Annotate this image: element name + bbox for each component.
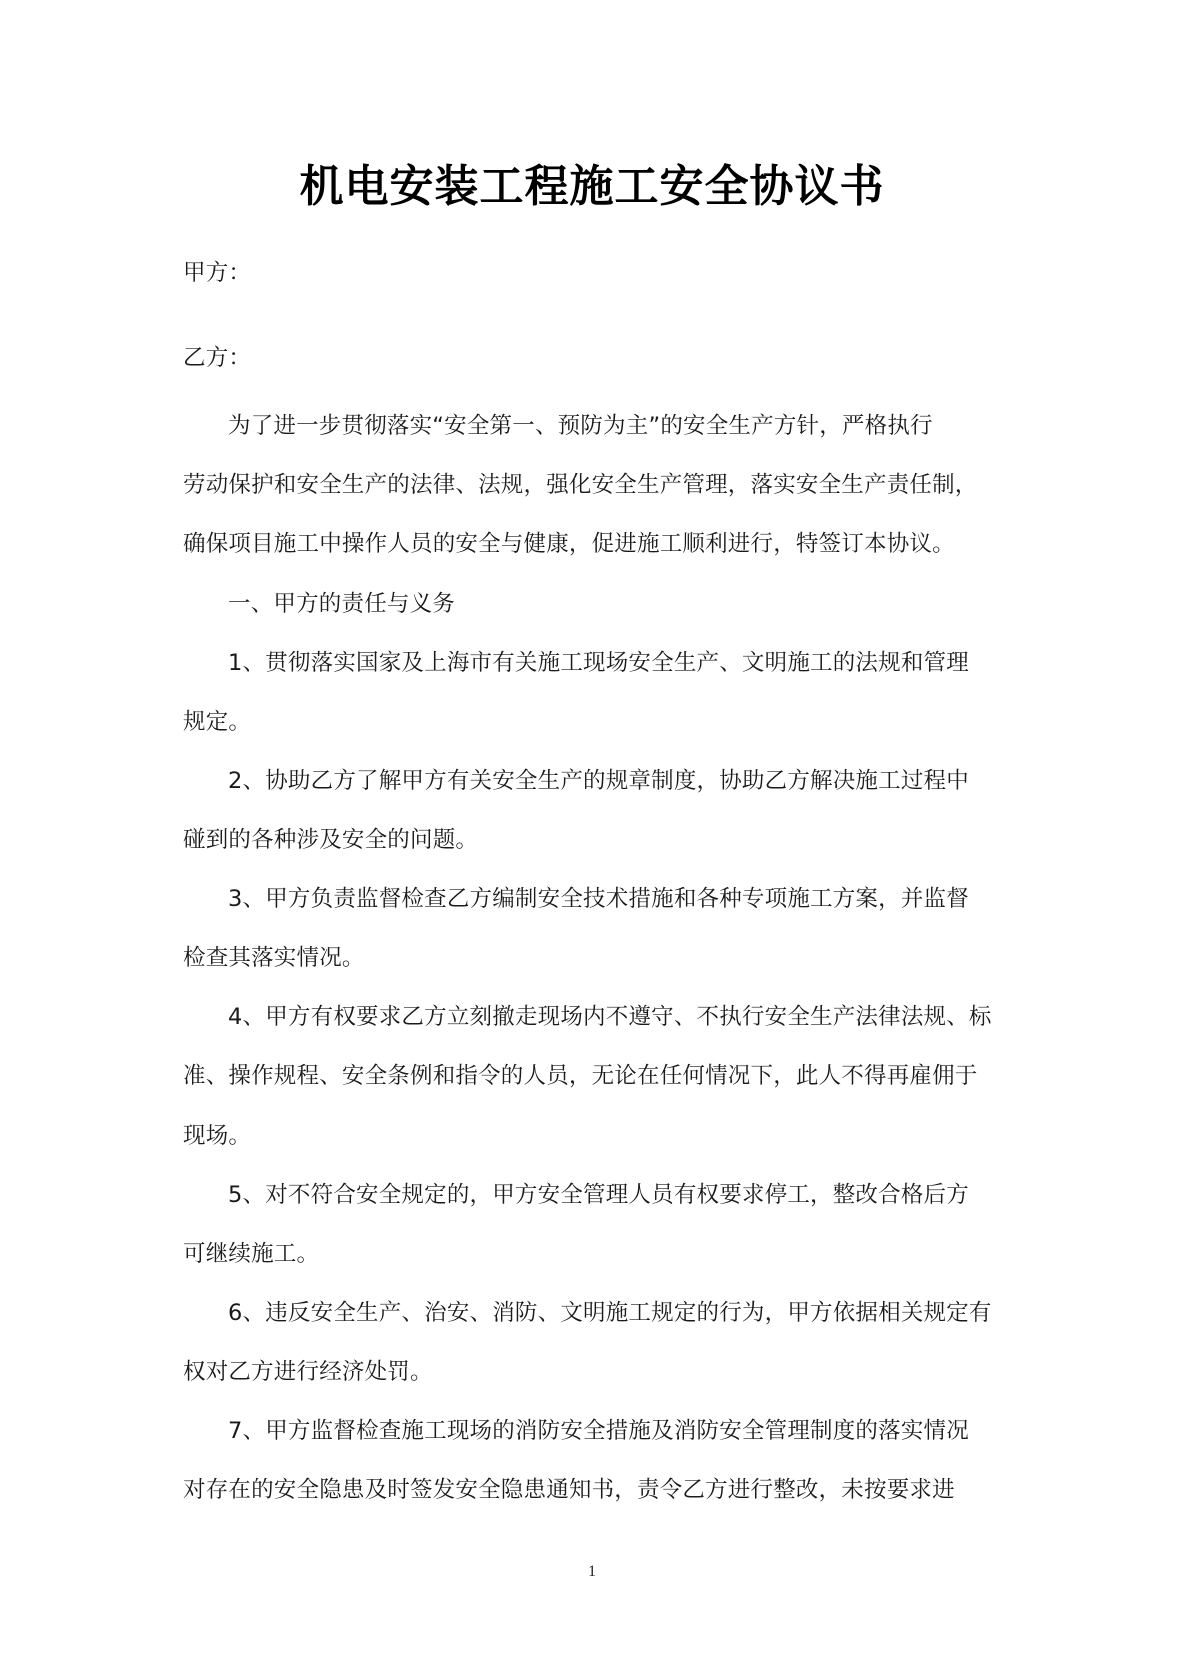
paragraph-line: 5、对不符合安全规定的，甲方安全管理人员有权要求停工，整改合格后方 [228, 1182, 969, 1208]
paragraph-line: 7、甲方监督检查施工现场的消防安全措施及消防安全管理制度的落实情况 [228, 1418, 969, 1444]
paragraph-line: 现场。 [183, 1123, 252, 1149]
page-number: 1 [588, 1563, 596, 1580]
party-b-label: 乙方： [183, 345, 252, 371]
paragraph-line: 权对乙方进行经济处罚。 [183, 1359, 433, 1385]
party-a-label: 甲方： [183, 260, 252, 286]
paragraph-line: 4、甲方有权要求乙方立刻撤走现场内不遵守、不执行安全生产法律法规、标 [228, 1004, 992, 1030]
paragraph-line: 检查其落实情况。 [183, 945, 365, 971]
paragraph-line: 碰到的各种涉及安全的问题。 [183, 827, 479, 853]
paragraph-line: 3、甲方负责监督检查乙方编制安全技术措施和各种专项施工方案，并监督 [228, 886, 969, 912]
paragraph-line: 2、协助乙方了解甲方有关安全生产的规章制度，协助乙方解决施工过程中 [228, 768, 969, 794]
paragraph-line: 对存在的安全隐患及时签发安全隐患通知书，责令乙方进行整改，未按要求进 [183, 1477, 955, 1503]
document-title: 机电安装工程施工安全协议书 [299, 161, 885, 212]
paragraph-line: 劳动保护和安全生产的法律、法规，强化安全生产管理，落实安全生产责任制， [183, 472, 978, 498]
paragraph-line: 规定。 [183, 709, 252, 735]
paragraph-line: 确保项目施工中操作人员的安全与健康，促进施工顺利进行，特签订本协议。 [183, 531, 955, 557]
paragraph-line: 1、贯彻落实国家及上海市有关施工现场安全生产、文明施工的法规和管理 [228, 650, 969, 676]
paragraph-line: 6、违反安全生产、治安、消防、文明施工规定的行为，甲方依据相关规定有 [228, 1300, 992, 1326]
paragraph-line: 一、甲方的责任与义务 [228, 591, 456, 617]
paragraph-line: 可继续施工。 [183, 1241, 320, 1267]
paragraph-line: 准、操作规程、安全条例和指令的人员，无论在任何情况下，此人不得再雇佣于 [183, 1063, 978, 1089]
paragraph-line: 为了进一步贯彻落实“安全第一、预防为主”的安全生产方针，严格执行 [228, 413, 933, 439]
